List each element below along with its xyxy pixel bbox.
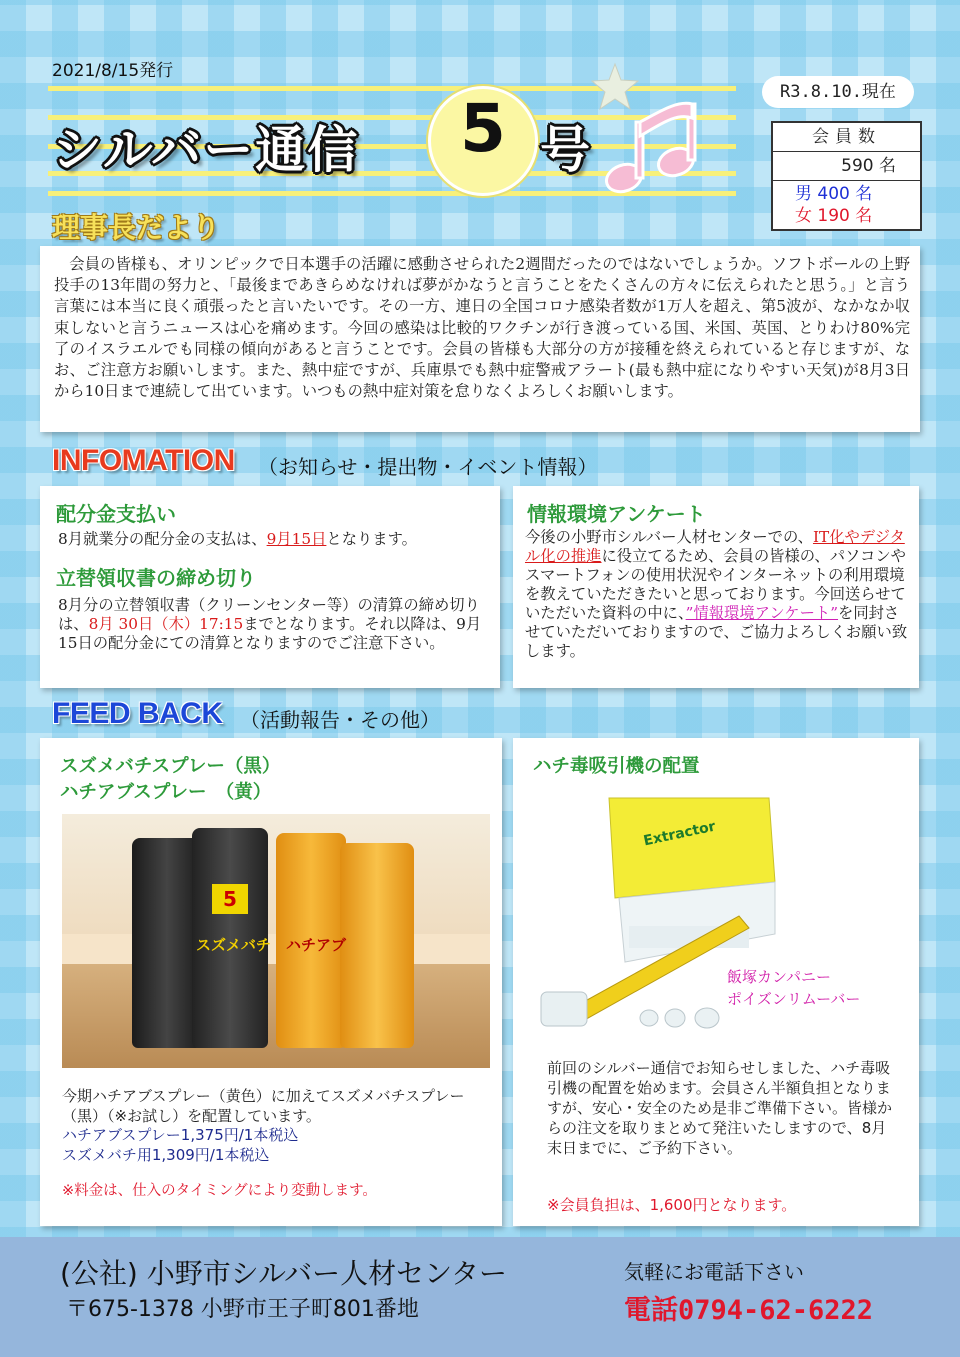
survey-title: 情報環境アンケート — [527, 502, 706, 526]
organization-address: 〒675-1378 小野市王子町801番地 — [66, 1297, 419, 1322]
issue-suffix: 号 — [540, 121, 590, 179]
payment-panel — [40, 486, 500, 688]
survey-text-2: に役立てるため、会員の皆様の、パソコンやスマートフォンの使用状況やインターネットの利用環境を教えていただきたいと思っております。今回送らせていただいた資料の中に、 — [525, 547, 906, 622]
call-message: 気軽にお電話下さい — [624, 1260, 804, 1284]
organization-name: (公社) 小野市シルバー人材センター — [60, 1257, 507, 1290]
extractor-box-label: Extractor — [642, 818, 718, 850]
spray-title-2: ハチアブスプレー （黄） — [60, 782, 272, 803]
payment-date: 9月15日 — [266, 530, 327, 548]
chairman-message-text: 会員の皆様も、オリンピックで日本選手の活躍に感動させられた2週間だったのではないでしょうか。ソフトボールの上野投手の13年間の努力と、「最後まであきらめなければ夢がかなうと言うことをたくさんの方々に伝えられたと思う。」と言う言葉には本当に良く頑張ったと言いたいです。その一方、連日の全国コロナ感染者数が1万人を超え、第5波が、なかなか収束しないと言うニュースは心を痛めます。今回の感染は比較的ワクチンが行き渡っている国、米国、英国、とりわけ80%完了のイスラエルでも同様の傾向があると言うことです。会員の皆様も大部分の方が接種を終えられていると存じますが、なお、ご注意方お願いします。また、熱中症ですが、兵庫県でも熱中症警戒アラート(最も熱中症になりやすい天気)が8月3日から10日まで連続して出ています。いつもの熱中症対策を怠りなくよろしくお願いします。 — [54, 255, 910, 401]
receipt-text-pre: 8月分の立替領収書（クリーンセンター等）の清算の締め切りは、 — [58, 596, 480, 633]
survey-highlight: IT化やデジタル化の推進 — [525, 528, 905, 565]
spray-cans-photo — [62, 814, 490, 1068]
can-label-yellow: ハチアブ — [286, 936, 347, 954]
spray-price-2: スズメバチ用1,309円/1本税込 — [62, 1146, 270, 1164]
member-count-table — [771, 121, 922, 231]
music-notes-icon — [596, 82, 726, 202]
spray-title-1: スズメバチスプレー（黒） — [60, 756, 281, 777]
payment-text-pre: 8月就業分の配分金の支払は、 — [58, 530, 267, 548]
receipt-deadline-title: 立替領収書の締め切り — [56, 566, 256, 590]
spray-price-note: ※料金は、仕入のタイミングにより変動します。 — [62, 1183, 377, 1199]
feedback-heading: FEED BACK — [52, 697, 223, 730]
chairman-message-panel — [40, 246, 920, 432]
extractor-caption-product: ポイズンリムーバー — [727, 990, 861, 1008]
payment-text — [58, 530, 488, 549]
member-male-count: 男 400 名 — [795, 184, 873, 204]
survey-panel — [513, 486, 919, 688]
issue-date: 2021/8/15発行 — [52, 61, 174, 81]
phone-number[interactable]: 電話0794-62-6222 — [624, 1295, 874, 1326]
feedback-subheading: （活動報告・その他） — [240, 708, 440, 732]
member-female-count: 女 190 名 — [795, 206, 873, 226]
information-heading: INFOMATION — [52, 444, 235, 477]
member-total: 590 名 — [773, 152, 920, 181]
chairman-section-heading: 理事長だより — [52, 211, 221, 244]
spray-panel — [40, 738, 502, 1226]
receipt-text-post: までとなります。それ以降は、9月15日の配分金にての清算となりますのでご注意下さい。 — [58, 615, 482, 652]
receipt-deadline-text — [58, 596, 490, 653]
can-badge: 5 — [212, 884, 248, 914]
payment-text-post: となります。 — [326, 530, 417, 548]
spray-price-1: ハチアブスプレー1,375円/1本税込 — [62, 1126, 299, 1144]
information-subheading: （お知らせ・提出物・イベント情報） — [258, 455, 598, 479]
survey-text-3: を同封させていただいておりますので、ご協力よろしくお願い致します。 — [525, 604, 908, 660]
can-label-black: スズメバチ — [196, 936, 271, 954]
survey-link[interactable]: ”情報環境アンケート” — [685, 604, 839, 622]
receipt-deadline-date: 8月 30日（木）17:15 — [88, 615, 244, 633]
member-count-label: 会員数 — [773, 123, 920, 152]
extractor-panel — [513, 738, 919, 1226]
survey-text-1: 今後の小野市シルバー人材センターでの、 — [525, 528, 813, 546]
extractor-title: ハチ毒吸引機の配置 — [533, 756, 700, 777]
extractor-caption-company: 飯塚カンパニー — [727, 968, 831, 986]
survey-text — [525, 528, 909, 661]
newsletter-title: シルバー通信 — [52, 121, 360, 179]
payment-title: 配分金支払い — [56, 502, 176, 526]
extractor-description: 前回のシルバー通信でお知らせしました、ハチ毒吸引機の配置を始めます。会員さん半額負担となりますが、安心・安全のため是非ご準備下さい。皆様からの注文を取りまとめて発注いたしますので、8月末日までに、ご予約下さい。 — [547, 1059, 893, 1157]
issue-number: 5 — [460, 90, 506, 167]
spray-description: 今期ハチアブスプレー（黄色）に加えてスズメバチスプレー（黒）（※お試し）を配置しています。 — [62, 1087, 465, 1125]
as-of-date-badge: R3.8.10.現在 — [762, 76, 914, 108]
extractor-price-note: ※会員負担は、1,600円となります。 — [547, 1196, 797, 1214]
